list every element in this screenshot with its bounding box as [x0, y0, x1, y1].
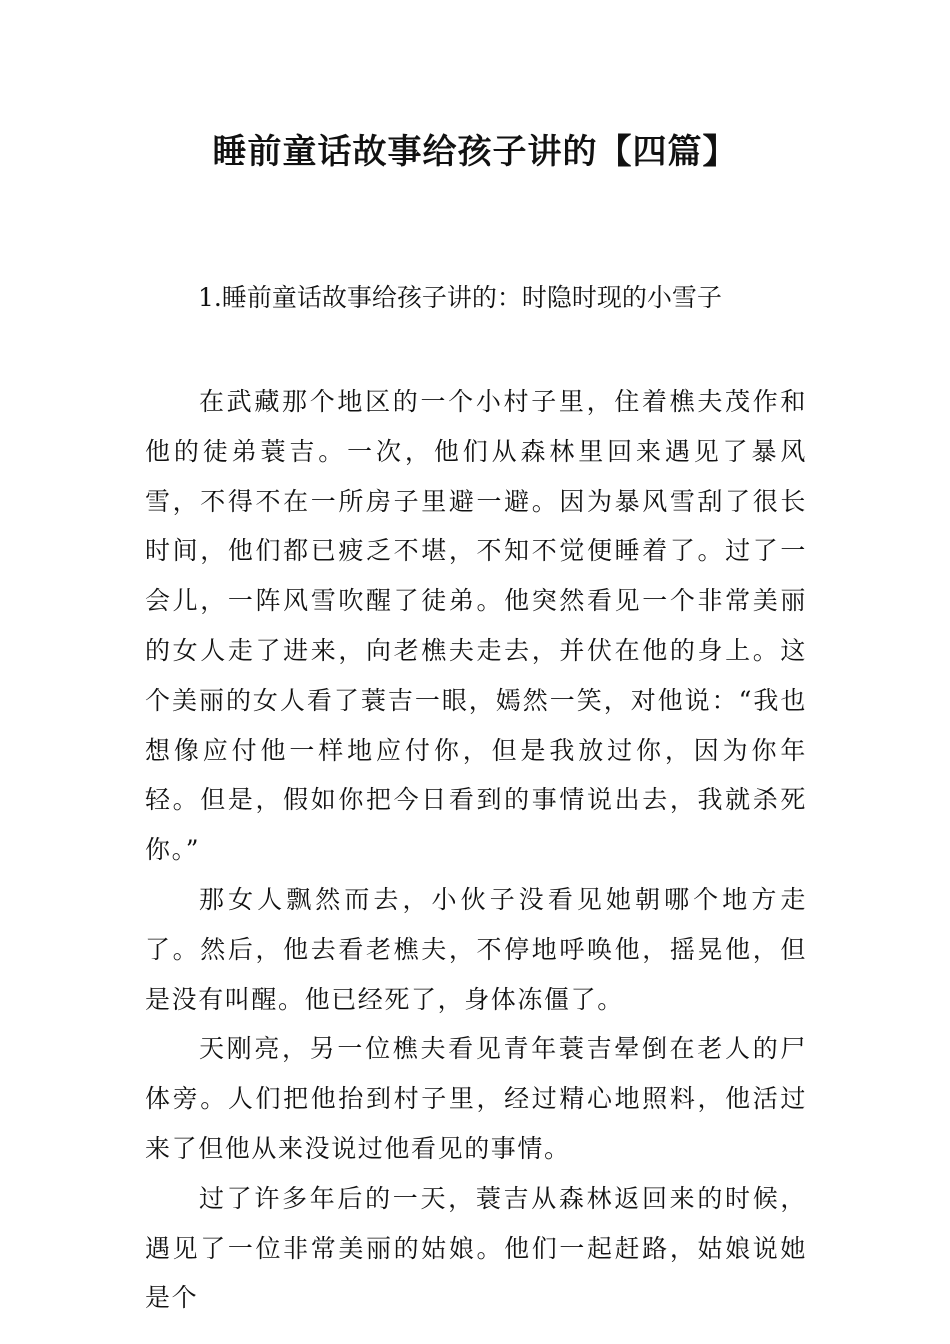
story-paragraph: 那女人飘然而去，小伙子没看见她朝哪个地方走了。然后，他去看老樵夫，不停地呼唤他，摇晃他，但是没有叫醒。他已经死了，身体冻僵了。 — [145, 884, 807, 1014]
story-paragraph: 过了许多年后的一天，蓑吉从森林返回来的时候，遇见了一位非常美丽的姑娘。他们一起赶路，姑娘说她是个 — [145, 1183, 807, 1313]
story-body — [145, 377, 807, 1323]
document-title: 睡前童话故事给孩子讲的【四篇】 — [212, 132, 738, 172]
story-paragraph: 在武藏那个地区的一个小村子里，住着樵夫茂作和他的徒弟蓑吉。一次，他们从森林里回来遇见了暴风雪，不得不在一所房子里避一避。因为暴风雪刮了很长时间，他们都已疲乏不堪，不知不觉便睡着了。过了一会儿，一阵风雪吹醒了徒弟。他突然看见一个非常美丽的女人走了进来，向老樵夫走去，并伏在他的身上。这个美丽的女人看了蓑吉一眼，嫣然一笑，对他说：“我也想像应付他一样地应付你，但是我放过你，因为你年轻。但是，假如你把今日看到的事情说出去，我就杀死你。” — [145, 387, 807, 865]
section-heading: 1.睡前童话故事给孩子讲的：时隐时现的小雪子 — [198, 283, 722, 312]
story-paragraph: 天刚亮，另一位樵夫看见青年蓑吉晕倒在老人的尸体旁。人们把他抬到村子里，经过精心地照料，他活过来了但他从来没说过他看见的事情。 — [145, 1034, 807, 1163]
